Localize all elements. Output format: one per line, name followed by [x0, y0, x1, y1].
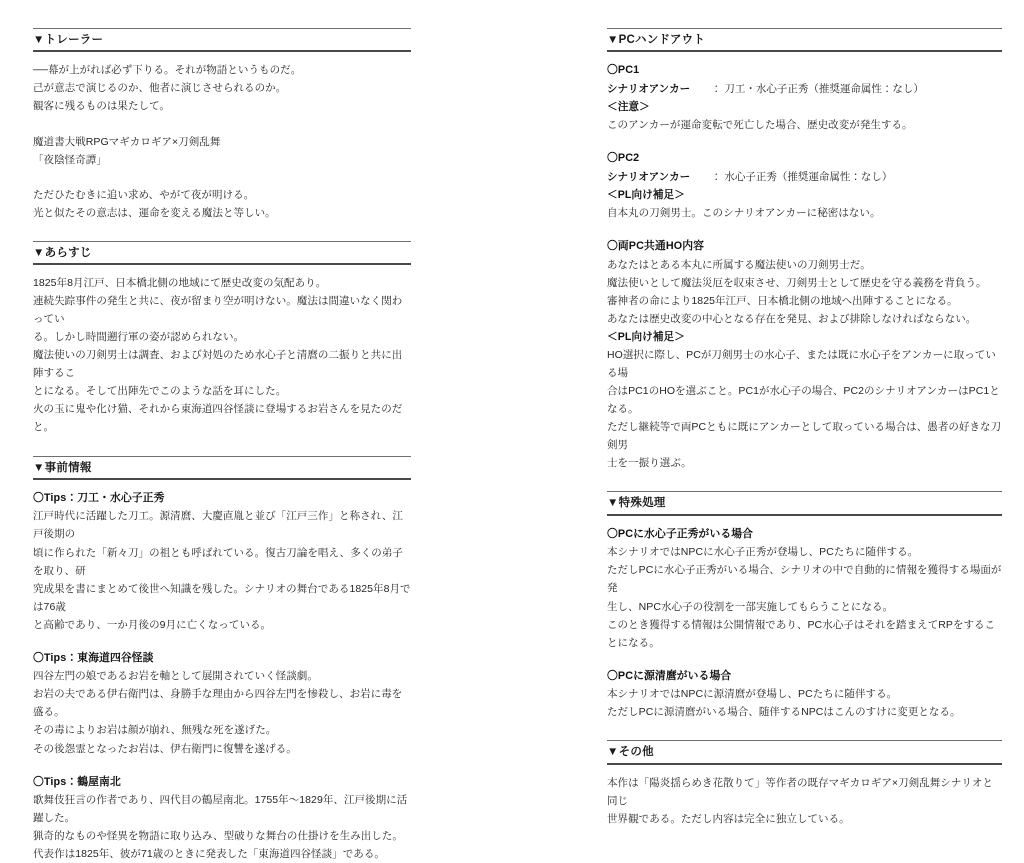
section-header-synopsis: [33, 241, 411, 265]
handout-pc1-anchor-label: シナリオアンカー: [607, 80, 711, 98]
handout-pc2-pl-note-line-1: 自本丸の刀剣男士。このシナリオアンカーに秘密はない。: [607, 204, 1002, 222]
trailer-spacer-2: [33, 169, 411, 186]
tips-yotsuya-line-2: お岩の夫である伊右衛門は、身勝手な理由から四谷左門を惨殺し、お岩に毒を盛る。: [33, 685, 411, 721]
preinfo-gap-1: [33, 634, 411, 649]
section-title-trailer: ▼トレーラー: [33, 33, 411, 47]
synopsis-line-4: 魔法使いの刀剣男士は調査、および対処のため水心子と清麿の二振りと共に出陣するこ: [33, 346, 411, 382]
handout-pc2-anchor-value: ： 水心子正秀（推奨運命属性：なし）: [711, 171, 892, 183]
section-header-special-handling: [607, 491, 1002, 515]
tips-yotsuya-line-3: その毒によりお岩は顔が崩れ、無残な死を遂げた。: [33, 721, 411, 739]
common-ho-line-3: 審神者の命により1825年江戸、日本橋北側の地域へ出陣することになる。: [607, 292, 1002, 310]
special-block-kiyomaro: [607, 667, 1002, 722]
tips-nanboku-line-2: 猟奇的なものや怪異を物語に取り込み、型破りな舞台の仕掛けを生み出した。: [33, 827, 411, 845]
synopsis-line-1: 1825年8月江戸、日本橋北側の地域にて歴史改変の気配あり。: [33, 274, 411, 292]
special-suishinshi-line-4: このとき獲得する情報は公開情報であり、PC水心子はそれを踏まえてRPをすることになる。: [607, 616, 1002, 652]
synopsis-line-3: る。しかし時間遡行軍の姿が認められない。: [33, 328, 411, 346]
section-header-preinfo: [33, 456, 411, 480]
special-suishinshi-line-3: 生し、NPC水心子の役割を一部実施してもらうことになる。: [607, 598, 1002, 616]
tips-swordsmith-line-3: 究成果を書にまとめて後世へ知識を残した。シナリオの舞台である1825年8月では76歳: [33, 580, 411, 616]
handout-pc2-anchor-label: シナリオアンカー: [607, 168, 711, 186]
tips-heading-yotsuya: 〇Tips：東海道四谷怪談: [33, 649, 411, 668]
common-ho-pl-note-line-3: ただし継続等で両PCともに既にアンカーとして取っている場合は、愚者の好きな刀剣男: [607, 418, 1002, 454]
handout-pc2-pl-note-heading: ＜PL向け補足＞: [607, 186, 1002, 204]
handout-block-pc2: [607, 149, 1002, 222]
handout-pc2-anchor-row: [607, 168, 1002, 186]
common-ho-pl-note-line-4: 士を一振り選ぶ。: [607, 454, 1002, 472]
section-pc-handout: [607, 28, 1002, 472]
section-header-trailer: [33, 28, 411, 52]
trailer-line-1: ──幕が上がれば必ず下りる。それが物語というものだ。: [33, 61, 411, 79]
other-line-2: 世界観である。ただし内容は完全に独立している。: [607, 810, 1002, 828]
section-synopsis: [33, 241, 411, 437]
special-heading-suishinshi: 〇PCに水心子正秀がいる場合: [607, 525, 1002, 544]
synopsis-line-5: とになる。そして出陣先でこのような話を耳にした。: [33, 382, 411, 400]
special-kiyomaro-line-1: 本シナリオではNPCに源清麿が登場し、PCたちに随伴する。: [607, 685, 1002, 703]
special-block-suishinshi: [607, 525, 1002, 652]
tips-swordsmith-line-2: 頃に作られた「新々刀」の祖とも呼ばれている。復古刀論を唱え、多くの弟子を取り、研: [33, 544, 411, 580]
common-ho-line-2: 魔法使いとして魔法災厄を収束させ、刀剣男士として歴史を守る義務を背負う。: [607, 274, 1002, 292]
trailer-line-5: 光と似たその意志は、運命を変える魔法と等しい。: [33, 204, 411, 222]
trailer-line-2: 己が意志で演じるのか、他者に演じさせられるのか。: [33, 79, 411, 97]
tips-heading-nanboku: 〇Tips：鶴屋南北: [33, 773, 411, 792]
trailer-spacer-1: [33, 116, 411, 133]
handout-pc1-anchor-row: [607, 80, 1002, 98]
tips-heading-swordsmith: 〇Tips：刀工・水心子正秀: [33, 489, 411, 508]
left-column: [33, 28, 411, 688]
tips-swordsmith-line-1: 江戸時代に活躍した刀工。源清麿、大慶直胤と並び「江戸三作」と称され、江戸後期の: [33, 507, 411, 543]
special-gap-1: [607, 652, 1002, 667]
trailer-title-line: 魔道書大戦RPGマギカロギア×刀剣乱舞: [33, 133, 411, 151]
section-preinfo: [33, 456, 411, 863]
special-heading-kiyomaro: 〇PCに源清麿がいる場合: [607, 667, 1002, 686]
handout-heading-pc1: 〇PC1: [607, 61, 1002, 80]
section-title-special-handling: ▼特殊処理: [607, 496, 1002, 510]
handout-block-common-ho: [607, 237, 1002, 472]
special-suishinshi-line-1: 本シナリオではNPCに水心子正秀が登場し、PCたちに随伴する。: [607, 543, 1002, 561]
trailer-scenario-name: 「夜陰怪奇譚」: [33, 151, 411, 169]
tips-nanboku-line-3: 代表作は1825年、彼が71歳のときに発表した「東海道四谷怪談」である。: [33, 845, 411, 863]
handout-pc1-caution-line-1: このアンカーが運命変転で死亡した場合、歴史改変が発生する。: [607, 116, 1002, 134]
handout-pc1-caution-heading: ＜注意＞: [607, 98, 1002, 116]
handout-block-pc1: [607, 61, 1002, 134]
common-ho-line-4: あなたは歴史改変の中心となる存在を発見、および排除しなければならない。: [607, 310, 1002, 328]
common-ho-pl-note-heading: ＜PL向け補足＞: [607, 328, 1002, 346]
trailer-line-4: ただひたむきに追い求め、やがて夜が明ける。: [33, 186, 411, 204]
trailer-line-3: 観客に残るものは果たして。: [33, 97, 411, 115]
special-kiyomaro-line-2: ただしPCに源清麿がいる場合、随伴するNPCはこんのすけに変更となる。: [607, 703, 1002, 721]
common-ho-pl-note-line-2: 合はPC1のHOを選ぶこと。PC1が水心子の場合、PC2のシナリオアンカーはPC1となる。: [607, 382, 1002, 418]
section-title-preinfo: ▼事前情報: [33, 461, 411, 475]
common-ho-line-1: あなたはとある本丸に所属する魔法使いの刀剣男士だ。: [607, 256, 1002, 274]
section-title-synopsis: ▼あらすじ: [33, 246, 411, 260]
section-header-other: [607, 740, 1002, 764]
section-title-other: ▼その他: [607, 745, 1002, 759]
section-special-handling: [607, 491, 1002, 721]
handout-pc1-anchor-value: ： 刀工・水心子正秀（推奨運命属性：なし）: [711, 83, 924, 95]
tips-block-yotsuya: [33, 649, 411, 758]
section-title-pc-handout: ▼PCハンドアウト: [607, 33, 1002, 47]
tips-yotsuya-line-4: その後怨霊となったお岩は、伊右衛門に復讐を遂げる。: [33, 740, 411, 758]
tips-block-swordsmith: [33, 489, 411, 634]
synopsis-line-2: 連続失踪事件の発生と共に、夜が留まり空が明けない。魔法は間違いなく関わってい: [33, 292, 411, 328]
preinfo-gap-2: [33, 758, 411, 773]
right-column: [607, 28, 1002, 688]
special-suishinshi-line-2: ただしPCに水心子正秀がいる場合、シナリオの中で自動的に情報を獲得する場面が発: [607, 561, 1002, 597]
handout-heading-pc2: 〇PC2: [607, 149, 1002, 168]
section-other: [607, 740, 1002, 828]
handout-heading-common-ho: 〇両PC共通HO内容: [607, 237, 1002, 256]
tips-yotsuya-line-1: 四谷左門の娘であるお岩を軸として展開されていく怪談劇。: [33, 667, 411, 685]
section-header-pc-handout: [607, 28, 1002, 52]
other-line-1: 本作は「陽炎揺らめき花散りて」等作者の既存マギカロギア×刀剣乱舞シナリオと同じ: [607, 774, 1002, 810]
tips-nanboku-line-1: 歌舞伎狂言の作者であり、四代目の鶴屋南北。1755年～1829年、江戸後期に活躍した。: [33, 791, 411, 827]
section-trailer: [33, 28, 411, 222]
common-ho-pl-note-line-1: HO選択に際し、PCが刀剣男士の水心子、または既に水心子をアンカーに取っている場: [607, 346, 1002, 382]
tips-swordsmith-line-4: と高齢であり、一か月後の9月に亡くなっている。: [33, 616, 411, 634]
synopsis-line-6: 火の玉に鬼や化け猫、それから東海道四谷怪談に登場するお岩さんを見たのだと。: [33, 400, 411, 436]
handout-gap-2: [607, 222, 1002, 237]
tips-block-nanboku: [33, 773, 411, 863]
handout-gap-1: [607, 134, 1002, 149]
